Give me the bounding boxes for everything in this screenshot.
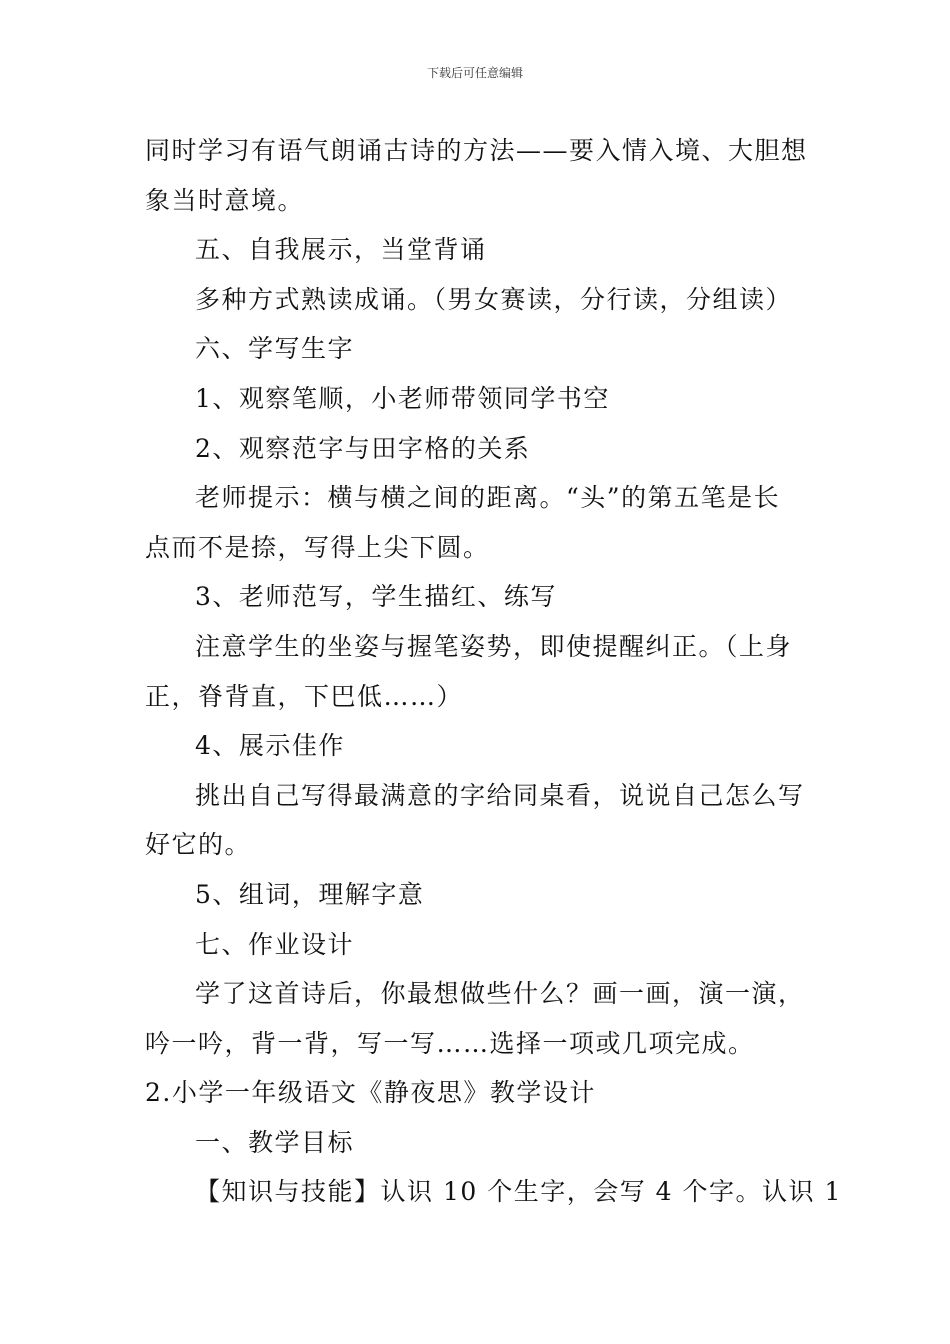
paragraph-line: 多种方式熟读成诵。（男女赛读，分行读，分组读） [195, 284, 793, 314]
paragraph-line: 注意学生的坐姿与握笔姿势，即使提醒纠正。（上身 [195, 631, 793, 661]
paragraph-line: 挑出自己写得最满意的字给同桌看，说说自己怎么写 [195, 780, 805, 810]
page-header: 下载后可任意编辑 [426, 66, 523, 80]
paragraph-line: 【知识与技能】认识 10 个生字，会写 4 个字。认识 1 [195, 1177, 842, 1207]
paragraph-line: 学了这首诗后，你最想做些什么？画一画，演一演， [195, 979, 805, 1009]
paragraph-line: 同时学习有语气朗诵古诗的方法——要入情入境、大胆想 [145, 136, 808, 165]
list-item: 1、观察笔顺，小老师带领同学书空 [195, 383, 610, 413]
list-item: 3、老师范写，学生描红、练写 [195, 582, 557, 612]
document-title: 2.小学一年级语文《静夜思》教学设计 [145, 1078, 596, 1108]
section-heading: 一、教学目标 [195, 1127, 355, 1157]
list-item: 5、组词，理解字意 [195, 879, 425, 909]
paragraph-line: 正，脊背直，下巴低……） [145, 681, 464, 711]
list-item: 2、观察范字与田字格的关系 [195, 433, 531, 463]
paragraph-line: 老师提示：横与横之间的距离。“头”的第五笔是长 [195, 483, 781, 513]
list-item: 4、展示佳作 [195, 731, 345, 761]
section-heading: 七、作业设计 [195, 929, 355, 959]
paragraph-line: 点而不是捺，写得上尖下圆。 [145, 532, 490, 562]
document-body [145, 126, 842, 1217]
paragraph-line: 吟一吟，背一背，写一写……选择一项或几项完成。 [145, 1028, 755, 1058]
section-heading: 六、学写生字 [195, 334, 355, 364]
paragraph-line: 好它的。 [145, 830, 252, 860]
section-heading: 五、自我展示，当堂背诵 [195, 235, 487, 265]
paragraph-line: 象当时意境。 [145, 185, 305, 215]
